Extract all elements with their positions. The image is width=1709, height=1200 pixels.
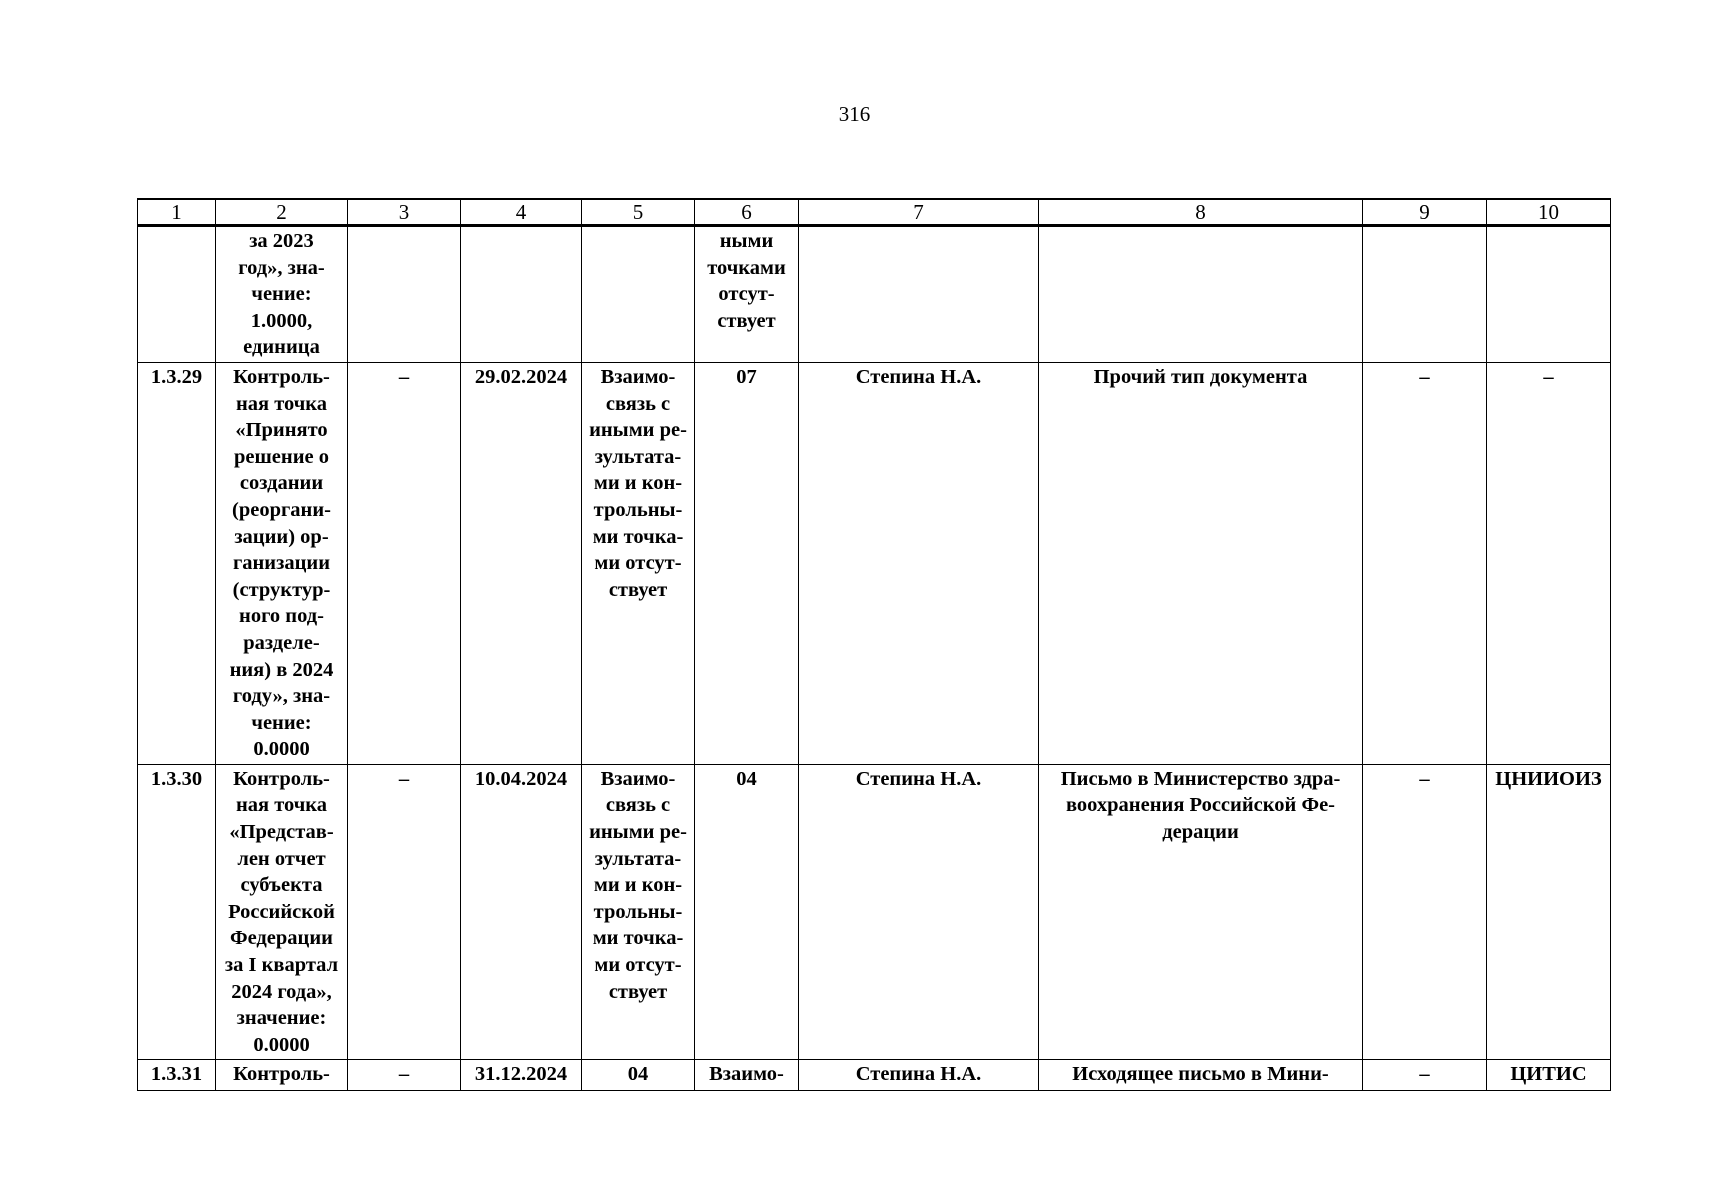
column-header: 5 [582, 199, 695, 226]
table-row [138, 362, 1611, 764]
column-header: 9 [1363, 199, 1487, 226]
table-cell [1039, 226, 1363, 363]
table-cell: – [348, 362, 461, 764]
table-cell: 1.3.30 [138, 764, 216, 1060]
table-cell: Степина Н.А. [799, 362, 1039, 764]
table-cell: Степина Н.А. [799, 764, 1039, 1060]
table-cell: – [1363, 1060, 1487, 1091]
table-cell: 1.3.31 [138, 1060, 216, 1091]
column-header: 3 [348, 199, 461, 226]
table-cell: Степина Н.А. [799, 1060, 1039, 1091]
table-cell: – [348, 764, 461, 1060]
column-header: 1 [138, 199, 216, 226]
table-cell [1363, 226, 1487, 363]
table-cell [799, 226, 1039, 363]
column-header: 2 [216, 199, 348, 226]
table-cell: Взаимо- связь с иными ре- зультата- ми и кон- трольны- ми точка- ми отсут- ствует [582, 362, 695, 764]
table-cell: Взаимо- связь с иными ре- зультата- ми и кон- трольны- ми точка- ми отсут- ствует [582, 764, 695, 1060]
table-cell: 1.3.29 [138, 362, 216, 764]
table-header-row [138, 199, 1611, 226]
table-cell [348, 226, 461, 363]
table-cell: ными точками отсут- ствует [695, 226, 799, 363]
table-cell: Письмо в Министерство здра- воохранения Российской Фе- дерации [1039, 764, 1363, 1060]
table-cell: Контроль- ная точка «Принято решение о создании (реоргани- зации) ор- ганизации (структур- ного под- разделе- ния) в 2024 году», зна- чение: 0.0000 [216, 362, 348, 764]
table-cell [582, 226, 695, 363]
column-header: 7 [799, 199, 1039, 226]
table-row [138, 1060, 1611, 1091]
table-cell: 04 [695, 764, 799, 1060]
table-cell: – [1487, 362, 1611, 764]
table-cell: 10.04.2024 [461, 764, 582, 1060]
table-cell: 07 [695, 362, 799, 764]
table-cell: 04 [582, 1060, 695, 1091]
table-cell: – [1363, 362, 1487, 764]
table-cell: – [348, 1060, 461, 1091]
page-number: 316 [838, 102, 871, 126]
table-cell [461, 226, 582, 363]
table-cell: – [1363, 764, 1487, 1060]
table-cell [138, 226, 216, 363]
table-cell: 31.12.2024 [461, 1060, 582, 1091]
document-table [137, 198, 1611, 1091]
column-header: 6 [695, 199, 799, 226]
column-header: 8 [1039, 199, 1363, 226]
table-cell: ЦНИИОИЗ [1487, 764, 1611, 1060]
table-cell: Контроль- ная точка «Представ- лен отчет субъекта Российской Федерации за I квартал 2024 года», значение: 0.0000 [216, 764, 348, 1060]
table-cell: за 2023 год», зна- чение: 1.0000, единица [216, 226, 348, 363]
column-header: 10 [1487, 199, 1611, 226]
column-header: 4 [461, 199, 582, 226]
table-cell: 29.02.2024 [461, 362, 582, 764]
table-cell: ЦИТИС [1487, 1060, 1611, 1091]
table-cell: Прочий тип документа [1039, 362, 1363, 764]
table-row [138, 226, 1611, 363]
table-row [138, 764, 1611, 1060]
table-cell: Контроль- [216, 1060, 348, 1091]
table-cell: Взаимо- [695, 1060, 799, 1091]
table-cell: Исходящее письмо в Мини- [1039, 1060, 1363, 1091]
table-cell [1487, 226, 1611, 363]
